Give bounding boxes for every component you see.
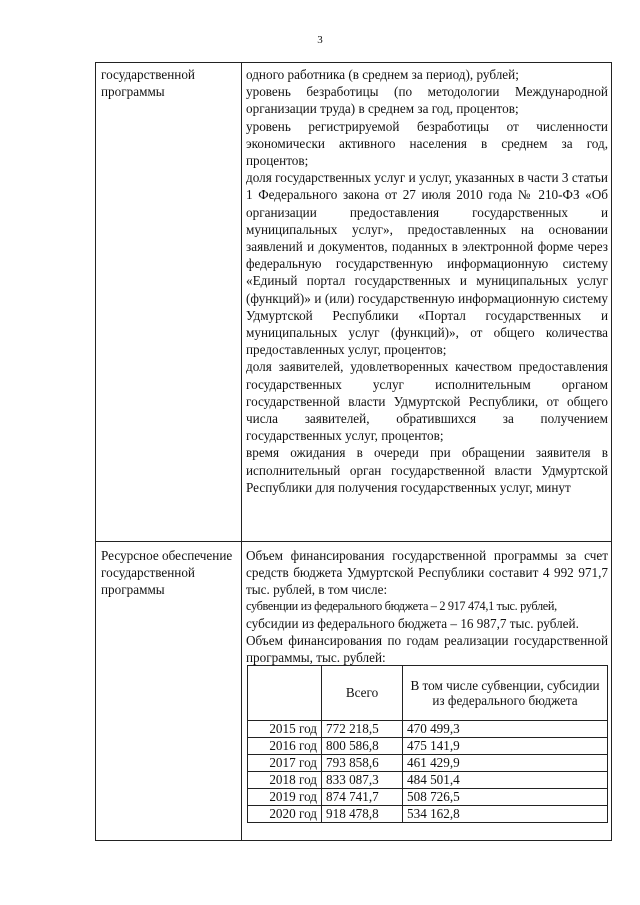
row-divider xyxy=(95,541,612,542)
indicator-paragraph: одного работника (в среднем за период), рублей; xyxy=(246,67,519,82)
indicator-paragraph: время ожидания в очереди при обращении заявителя в исполнительный орган государственной власти Удмуртской Республики для получения государственных услуг, минут xyxy=(246,445,608,495)
financing-intro: Объем финансирования государственной программы за счет средств бюджета Удмуртской Республики составит 4 992 971,7 тыс. рублей, в том числе: xyxy=(246,548,608,597)
header-year xyxy=(248,666,322,721)
total-cell: 800 586,8 xyxy=(322,738,403,755)
header-federal: В том числе субвенции, субсидии из федерального бюджета xyxy=(403,666,608,721)
total-cell: 833 087,3 xyxy=(322,772,403,789)
federal-cell: 461 429,9 xyxy=(403,755,608,772)
federal-cell: 470 499,3 xyxy=(403,721,608,738)
year-cell: 2019 год xyxy=(248,789,322,806)
total-cell: 772 218,5 xyxy=(322,721,403,738)
year-cell: 2015 год xyxy=(248,721,322,738)
total-cell: 874 741,7 xyxy=(322,789,403,806)
year-cell: 2020 год xyxy=(248,806,322,823)
table-row xyxy=(248,738,608,755)
header-total: Всего xyxy=(322,666,403,721)
row-label-program: государственной программы xyxy=(101,67,195,99)
table-row xyxy=(248,721,608,738)
indicator-paragraph: доля заявителей, удовлетворенных качеством предоставления государственных услуг исполнительным органом государственной власти Удмуртской Республики, от общего числа заявителей, обратившихся за получением государственных услуг, процентов; xyxy=(246,359,608,444)
row-label-resources: Ресурсное обеспечение государственной программы xyxy=(101,548,233,597)
indicator-paragraph: доля государственных услуг и услуг, указанных в части 3 статьи 1 Федерального закона от 27 июля 2010 года № 210-ФЗ «Об организации предоставления государственных и муниципальных услуг», предоставленных на основании заявлений и документов, поданных в электронной форме через федеральную государственную информационную систему «Единый портал государственных и муниципальных услуг (функций)» и (или) государственную информационную систему Удмуртской Республики «Портал государственных и муниципальных услуг (функций)», от общего количества предоставленных услуг, процентов; xyxy=(246,170,608,358)
indicator-paragraph: уровень регистрируемой безработицы от численности экономически активного населения в среднем за год, процентов; xyxy=(246,118,608,169)
indicator-paragraph: уровень безработицы (по методологии Международной организации труда) в среднем за год, процентов; xyxy=(246,84,608,117)
table-row xyxy=(248,772,608,789)
total-cell: 918 478,8 xyxy=(322,806,403,823)
subsidy-line: субсидии из федерального бюджета – 16 987,7 тыс. рублей. xyxy=(246,616,579,631)
total-cell: 793 858,6 xyxy=(322,755,403,772)
table-row xyxy=(248,755,608,772)
by-year-intro: Объем финансирования по годам реализации государственной программы, тыс. рублей: xyxy=(246,633,608,665)
column-divider xyxy=(241,62,242,841)
federal-cell: 534 162,8 xyxy=(403,806,608,823)
year-cell: 2018 год xyxy=(248,772,322,789)
financing-by-year-table xyxy=(247,665,608,823)
federal-cell: 484 501,4 xyxy=(403,772,608,789)
table-header-row xyxy=(248,666,608,721)
table-row xyxy=(248,806,608,823)
federal-cell: 475 141,9 xyxy=(403,738,608,755)
year-cell: 2016 год xyxy=(248,738,322,755)
page-number: 3 xyxy=(317,34,323,46)
indicators-cell xyxy=(246,66,608,496)
year-cell: 2017 год xyxy=(248,755,322,772)
resources-cell xyxy=(246,547,608,666)
federal-cell: 508 726,5 xyxy=(403,789,608,806)
subvention-line: субвенции из федерального бюджета – 2 917 474,1 тыс. рублей, xyxy=(246,599,557,613)
table-row xyxy=(248,789,608,806)
